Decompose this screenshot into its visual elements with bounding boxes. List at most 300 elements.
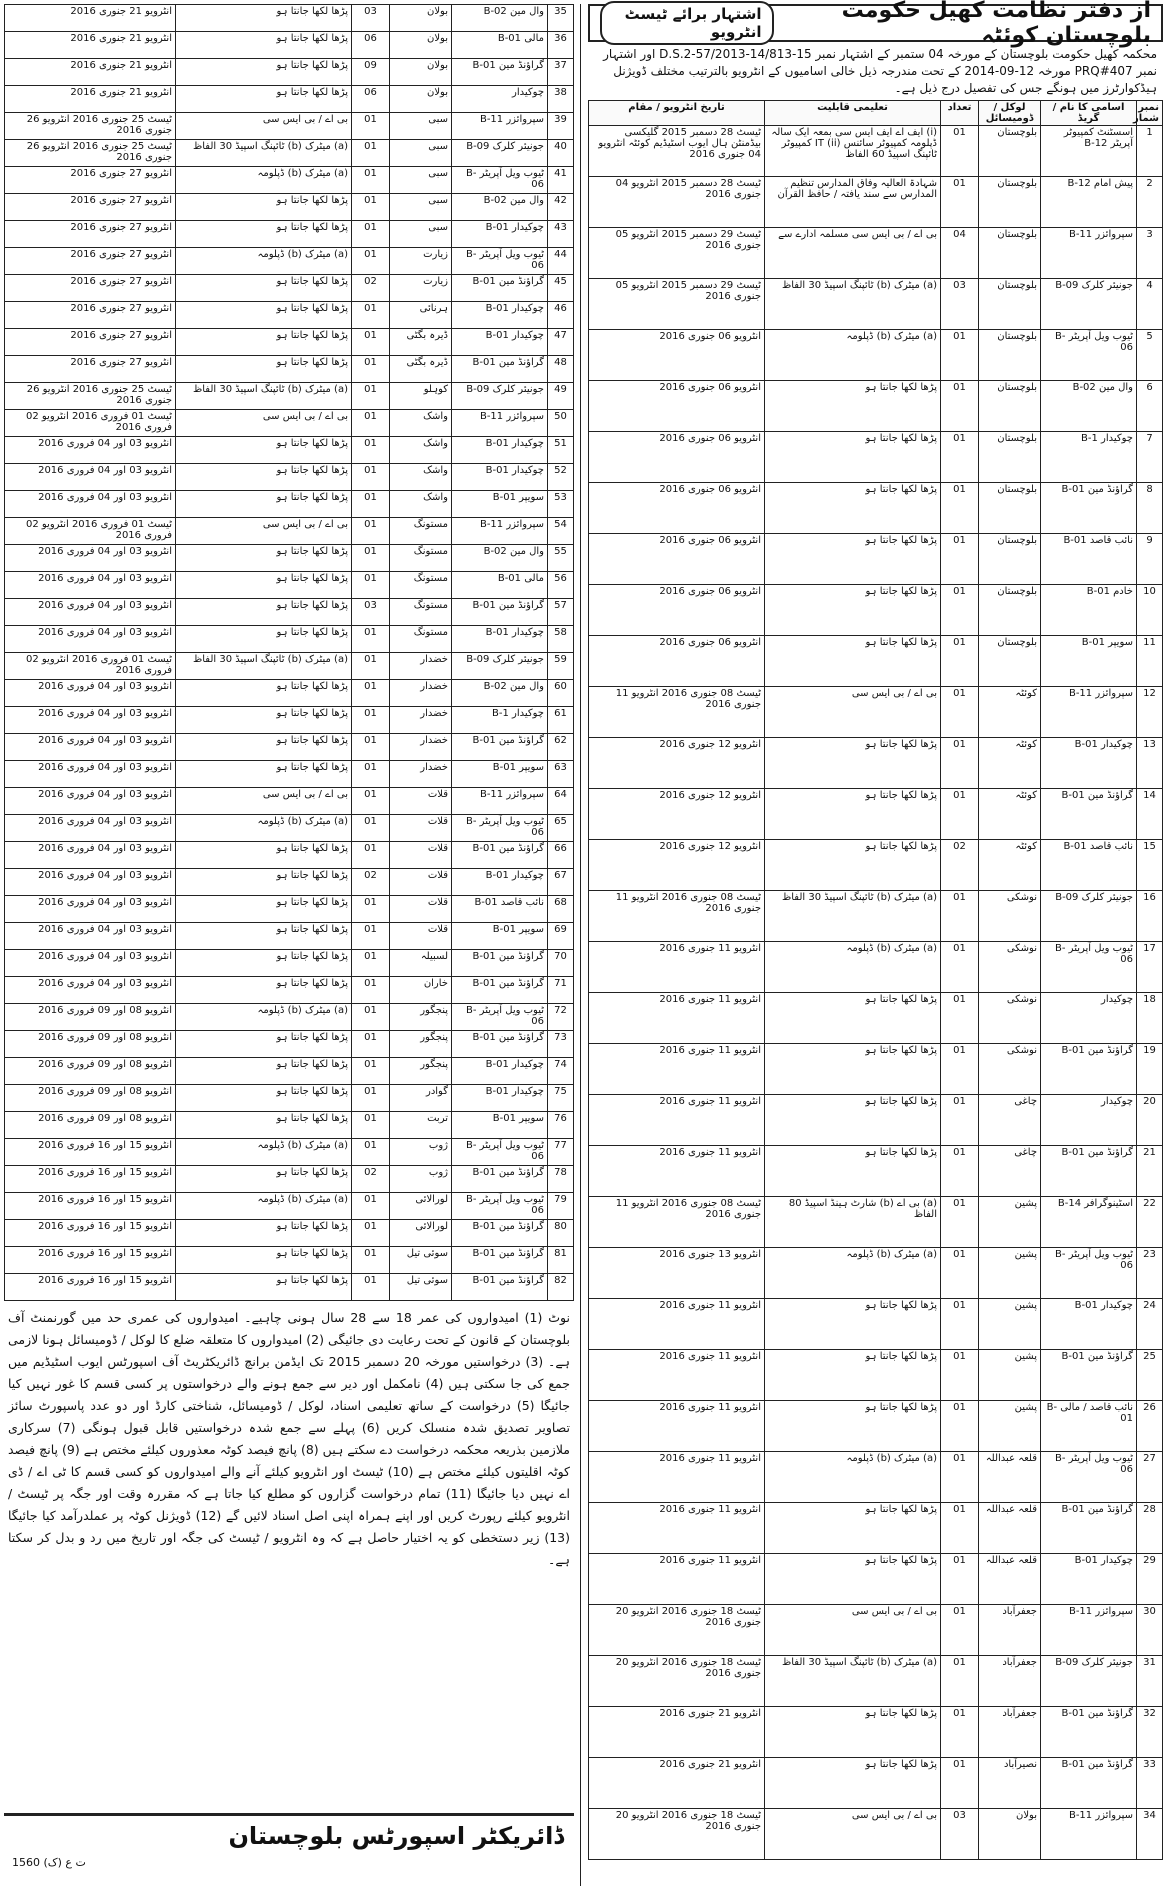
district-cell: بلوچستان xyxy=(979,330,1041,381)
date-venue-cell: ٹیسٹ 25 جنوری 2016 انٹرویو 26 جنوری 2016 xyxy=(5,113,176,140)
serial-cell: 14 xyxy=(1137,789,1163,840)
serial-cell: 69 xyxy=(548,923,574,950)
date-venue-cell: انٹرویو 06 جنوری 2016 xyxy=(589,381,765,432)
qty-cell: 01 xyxy=(352,734,390,761)
post-cell: سپروائزر B-11 xyxy=(452,113,548,140)
qty-cell: 01 xyxy=(352,302,390,329)
post-cell: سویپر B-01 xyxy=(452,761,548,788)
district-cell: پشین xyxy=(979,1350,1041,1401)
qty-cell: 01 xyxy=(941,687,979,738)
qualification-cell: (a) میٹرک (b) ڈپلومہ xyxy=(176,167,352,194)
qty-cell: 01 xyxy=(352,707,390,734)
table-row xyxy=(589,1758,1163,1809)
district-cell: خضدار xyxy=(390,653,452,680)
serial-cell: 54 xyxy=(548,518,574,545)
qty-cell: 01 xyxy=(352,464,390,491)
qualification-cell: (a) میٹرک (b) ڈپلومہ xyxy=(176,1004,352,1031)
qty-cell: 01 xyxy=(941,483,979,534)
date-venue-cell: انٹرویو 11 جنوری 2016 xyxy=(589,1299,765,1350)
post-cell: جونیئر کلرک B-09 xyxy=(1041,891,1137,942)
qty-cell: 01 xyxy=(352,491,390,518)
district-cell: واشک xyxy=(390,464,452,491)
qty-cell: 01 xyxy=(941,330,979,381)
qualification-cell: پڑھا لکھا جانتا ہو xyxy=(176,32,352,59)
date-venue-cell: انٹرویو 03 اور 04 فروری 2016 xyxy=(5,626,176,653)
serial-cell: 80 xyxy=(548,1220,574,1247)
table-row xyxy=(5,113,574,140)
table-row xyxy=(5,221,574,248)
qty-cell: 01 xyxy=(352,545,390,572)
qualification-cell: (a) میٹرک (b) ڈپلومہ xyxy=(176,1193,352,1220)
post-cell: سپروائزر B-11 xyxy=(452,518,548,545)
district-cell: خاران xyxy=(390,977,452,1004)
serial-cell: 64 xyxy=(548,788,574,815)
date-venue-cell: انٹرویو 08 اور 09 فروری 2016 xyxy=(5,1058,176,1085)
serial-cell: 47 xyxy=(548,329,574,356)
table-row xyxy=(5,923,574,950)
post-cell: چوکیدار B-01 xyxy=(1041,1299,1137,1350)
serial-cell: 27 xyxy=(1137,1452,1163,1503)
post-cell: گراؤنڈ مین B-01 xyxy=(1041,1044,1137,1095)
qty-cell: 01 xyxy=(352,140,390,167)
qualification-cell: پڑھا لکھا جانتا ہو xyxy=(176,86,352,113)
qualification-cell: پڑھا لکھا جانتا ہو xyxy=(765,1503,941,1554)
header-serial: نمبر شمار xyxy=(1137,101,1163,126)
table-row xyxy=(5,1166,574,1193)
table-row xyxy=(5,761,574,788)
table-row xyxy=(589,1197,1163,1248)
date-venue-cell: انٹرویو 06 جنوری 2016 xyxy=(589,483,765,534)
serial-cell: 40 xyxy=(548,140,574,167)
post-cell: گراؤنڈ مین B-01 xyxy=(452,599,548,626)
qty-cell: 01 xyxy=(352,329,390,356)
qualification-cell: پڑھا لکھا جانتا ہو xyxy=(176,977,352,1004)
post-cell: گراؤنڈ مین B-01 xyxy=(452,59,548,86)
serial-cell: 56 xyxy=(548,572,574,599)
intro-text: محکمہ کھیل حکومت بلوچستان کے مورخہ 04 ستمبر کے اشتہار نمبر D.S.2-57/2013-14/813-15 اور اشتہار نمبر PRQ#407 مورخہ 12-09-2014 کے تحت مندرجہ ذیل خالی اسامیوں کے انٹرویو بالترتیب مختلف ڈویژنل ہیڈکوارٹرز میں ہونگے جس کی تفصیل درج ذیل ہے۔ xyxy=(603,47,1157,95)
qualification-cell: پڑھا لکھا جانتا ہو xyxy=(765,738,941,789)
district-cell: کوئٹہ xyxy=(979,840,1041,891)
post-cell: ٹیوب ویل آپریٹر B-06 xyxy=(452,1193,548,1220)
qty-cell: 06 xyxy=(352,32,390,59)
serial-cell: 44 xyxy=(548,248,574,275)
table-row xyxy=(589,279,1163,330)
serial-cell: 10 xyxy=(1137,585,1163,636)
date-venue-cell: انٹرویو 06 جنوری 2016 xyxy=(589,534,765,585)
post-cell: مالی B-01 xyxy=(452,32,548,59)
district-cell: خضدار xyxy=(390,761,452,788)
date-venue-cell: انٹرویو 15 اور 16 فروری 2016 xyxy=(5,1166,176,1193)
serial-cell: 52 xyxy=(548,464,574,491)
table-row xyxy=(589,1809,1163,1860)
serial-cell: 11 xyxy=(1137,636,1163,687)
post-cell: سپروائزر B-11 xyxy=(1041,228,1137,279)
serial-cell: 53 xyxy=(548,491,574,518)
table-row xyxy=(589,789,1163,840)
table-row xyxy=(5,248,574,275)
qty-cell: 02 xyxy=(941,840,979,891)
date-venue-cell: انٹرویو 12 جنوری 2016 xyxy=(589,840,765,891)
table-row xyxy=(5,707,574,734)
serial-cell: 81 xyxy=(548,1247,574,1274)
serial-cell: 33 xyxy=(1137,1758,1163,1809)
district-cell: پنجگور xyxy=(390,1058,452,1085)
district-cell: سبی xyxy=(390,221,452,248)
table-row xyxy=(5,329,574,356)
qualification-cell: بی اے / بی ایس سی xyxy=(176,788,352,815)
qualification-cell: پڑھا لکھا جانتا ہو xyxy=(176,869,352,896)
district-cell: کوہلو xyxy=(390,383,452,410)
date-venue-cell: انٹرویو 27 جنوری 2016 xyxy=(5,302,176,329)
qty-cell: 01 xyxy=(352,383,390,410)
table-row xyxy=(589,942,1163,993)
district-cell: پنجگور xyxy=(390,1004,452,1031)
district-cell: بلوچستان xyxy=(979,177,1041,228)
qualification-cell: پڑھا لکھا جانتا ہو xyxy=(176,923,352,950)
jobs-table-body xyxy=(5,5,574,1301)
qty-cell: 01 xyxy=(941,993,979,1044)
serial-cell: 59 xyxy=(548,653,574,680)
serial-cell: 28 xyxy=(1137,1503,1163,1554)
date-venue-cell: انٹرویو 27 جنوری 2016 xyxy=(5,329,176,356)
district-cell: بلوچستان xyxy=(979,126,1041,177)
qty-cell: 01 xyxy=(941,585,979,636)
qualification-cell: پڑھا لکھا جانتا ہو xyxy=(765,1758,941,1809)
qty-cell: 06 xyxy=(352,86,390,113)
post-cell: چوکیدار B-01 xyxy=(452,1085,548,1112)
table-row xyxy=(5,410,574,437)
qualification-cell: پڑھا لکھا جانتا ہو xyxy=(765,993,941,1044)
serial-cell: 21 xyxy=(1137,1146,1163,1197)
qualification-cell: (a) بی اے (b) شارٹ ہینڈ اسپیڈ 80 الفاظ xyxy=(765,1197,941,1248)
post-cell: اسسٹنٹ کمپیوٹر آپریٹر B-12 xyxy=(1041,126,1137,177)
ad-subtitle: اشتہار برائے ٹیسٹ انٹرویو xyxy=(600,1,774,45)
date-venue-cell: انٹرویو 11 جنوری 2016 xyxy=(589,1401,765,1452)
qualification-cell: بی اے / بی ایس سی xyxy=(176,518,352,545)
qty-cell: 01 xyxy=(941,738,979,789)
qty-cell: 01 xyxy=(352,518,390,545)
qty-cell: 01 xyxy=(941,1605,979,1656)
post-cell: چوکیدار B-1 xyxy=(452,707,548,734)
table-row xyxy=(5,869,574,896)
district-cell: جعفرآباد xyxy=(979,1605,1041,1656)
serial-cell: 35 xyxy=(548,5,574,32)
qty-cell: 01 xyxy=(941,1656,979,1707)
district-cell: بولان xyxy=(390,86,452,113)
serial-cell: 77 xyxy=(548,1139,574,1166)
qty-cell: 01 xyxy=(352,167,390,194)
qty-cell: 01 xyxy=(352,572,390,599)
serial-cell: 15 xyxy=(1137,840,1163,891)
district-cell: جعفرآباد xyxy=(979,1656,1041,1707)
qualification-cell: پڑھا لکھا جانتا ہو xyxy=(765,1299,941,1350)
qty-cell: 01 xyxy=(352,761,390,788)
district-cell: قلعہ عبداللہ xyxy=(979,1554,1041,1605)
district-cell: خضدار xyxy=(390,734,452,761)
post-cell: گراؤنڈ مین B-01 xyxy=(452,356,548,383)
table-row xyxy=(5,518,574,545)
qty-cell: 01 xyxy=(941,1197,979,1248)
post-cell: گراؤنڈ مین B-01 xyxy=(452,1166,548,1193)
district-cell: سبی xyxy=(390,140,452,167)
table-row xyxy=(5,1031,574,1058)
post-cell: چوکیدار B-01 xyxy=(452,302,548,329)
date-venue-cell: انٹرویو 03 اور 04 فروری 2016 xyxy=(5,788,176,815)
post-cell: جونیئر کلرک B-09 xyxy=(452,383,548,410)
post-cell: جونیئر کلرک B-09 xyxy=(452,140,548,167)
qualification-cell: پڑھا لکھا جانتا ہو xyxy=(176,1274,352,1301)
post-cell: چوکیدار B-1 xyxy=(1041,432,1137,483)
post-cell: گراؤنڈ مین B-01 xyxy=(452,1247,548,1274)
district-cell: پنجگور xyxy=(390,1031,452,1058)
date-venue-cell: ٹیسٹ 01 فروری 2016 انٹرویو 02 فروری 2016 xyxy=(5,518,176,545)
table-row xyxy=(589,738,1163,789)
table-row xyxy=(5,680,574,707)
district-cell: تربت xyxy=(390,1112,452,1139)
table-row xyxy=(5,32,574,59)
table-row xyxy=(5,5,574,32)
post-cell: وال مین B-02 xyxy=(452,680,548,707)
qty-cell: 01 xyxy=(352,1085,390,1112)
serial-cell: 20 xyxy=(1137,1095,1163,1146)
qualification-cell: (a) میٹرک (b) ٹائپنگ اسپیڈ 30 الفاظ xyxy=(765,1656,941,1707)
table-row xyxy=(589,1656,1163,1707)
table-row xyxy=(5,1004,574,1031)
table-row xyxy=(5,626,574,653)
qualification-cell: (a) میٹرک (b) ٹائپنگ اسپیڈ 30 الفاظ xyxy=(765,279,941,330)
post-cell: جونیئر کلرک B-09 xyxy=(452,653,548,680)
serial-cell: 6 xyxy=(1137,381,1163,432)
qty-cell: 01 xyxy=(941,1146,979,1197)
table-row xyxy=(5,1085,574,1112)
qty-cell: 01 xyxy=(352,1220,390,1247)
date-venue-cell: انٹرویو 08 اور 09 فروری 2016 xyxy=(5,1112,176,1139)
serial-cell: 29 xyxy=(1137,1554,1163,1605)
district-cell: کوئٹہ xyxy=(979,687,1041,738)
qty-cell: 03 xyxy=(941,279,979,330)
qty-cell: 01 xyxy=(352,1004,390,1031)
qualification-cell: (a) میٹرک (b) ڈپلومہ xyxy=(765,1248,941,1299)
table-row xyxy=(5,950,574,977)
district-cell: لورالائی xyxy=(390,1220,452,1247)
qualification-cell: بی اے / بی ایس سی xyxy=(176,113,352,140)
table-row xyxy=(589,432,1163,483)
serial-cell: 49 xyxy=(548,383,574,410)
signature-title: ڈائریکٹر اسپورٹس بلوچستان xyxy=(228,1822,564,1850)
district-cell: سبی xyxy=(390,113,452,140)
table-row xyxy=(5,1112,574,1139)
district-cell: کوئٹہ xyxy=(979,789,1041,840)
post-cell: چوکیدار xyxy=(1041,1095,1137,1146)
qualification-cell: پڑھا لکھا جانتا ہو xyxy=(176,950,352,977)
serial-cell: 12 xyxy=(1137,687,1163,738)
date-venue-cell: ٹیسٹ 01 فروری 2016 انٹرویو 02 فروری 2016 xyxy=(5,410,176,437)
qty-cell: 01 xyxy=(352,1058,390,1085)
qualification-cell: (a) میٹرک (b) ڈپلومہ xyxy=(765,330,941,381)
district-cell: زیارت xyxy=(390,275,452,302)
district-cell: بلوچستان xyxy=(979,228,1041,279)
serial-cell: 38 xyxy=(548,86,574,113)
serial-cell: 34 xyxy=(1137,1809,1163,1860)
serial-cell: 50 xyxy=(548,410,574,437)
district-cell: قلات xyxy=(390,869,452,896)
qualification-cell: پڑھا لکھا جانتا ہو xyxy=(176,1031,352,1058)
date-venue-cell: انٹرویو 11 جنوری 2016 xyxy=(589,1146,765,1197)
date-venue-cell: انٹرویو 03 اور 04 فروری 2016 xyxy=(5,950,176,977)
serial-cell: 17 xyxy=(1137,942,1163,993)
table-row xyxy=(589,1248,1163,1299)
signature-block xyxy=(4,1813,574,1886)
serial-cell: 79 xyxy=(548,1193,574,1220)
serial-cell: 3 xyxy=(1137,228,1163,279)
date-venue-cell: انٹرویو 27 جنوری 2016 xyxy=(5,221,176,248)
serial-cell: 4 xyxy=(1137,279,1163,330)
district-cell: بولان xyxy=(979,1809,1041,1860)
qualification-cell: پڑھا لکھا جانتا ہو xyxy=(765,1095,941,1146)
qualification-cell: (a) میٹرک (b) ٹائپنگ اسپیڈ 30 الفاظ xyxy=(176,653,352,680)
table-row xyxy=(589,1299,1163,1350)
table-row xyxy=(5,896,574,923)
table-row xyxy=(5,1220,574,1247)
table-row xyxy=(5,140,574,167)
district-cell: نوشکی xyxy=(979,1044,1041,1095)
post-cell: چوکیدار B-01 xyxy=(1041,1554,1137,1605)
qty-cell: 01 xyxy=(941,789,979,840)
jobs-table-body xyxy=(589,126,1163,1860)
district-cell: زیارت xyxy=(390,248,452,275)
qualification-cell: (a) میٹرک (b) ٹائپنگ اسپیڈ 30 الفاظ xyxy=(176,383,352,410)
qualification-cell: بی اے / بی ایس سی xyxy=(765,687,941,738)
serial-cell: 62 xyxy=(548,734,574,761)
post-cell: نائب قاصد B-01 xyxy=(1041,840,1137,891)
table-row xyxy=(5,464,574,491)
district-cell: قلات xyxy=(390,788,452,815)
qualification-cell: پڑھا لکھا جانتا ہو xyxy=(765,585,941,636)
post-cell: گراؤنڈ مین B-01 xyxy=(452,1031,548,1058)
table-row xyxy=(5,1058,574,1085)
post-cell: سویپر B-01 xyxy=(452,1112,548,1139)
table-row xyxy=(589,330,1163,381)
district-cell: سبی xyxy=(390,167,452,194)
qty-cell: 01 xyxy=(352,113,390,140)
qualification-cell: پڑھا لکھا جانتا ہو xyxy=(176,464,352,491)
date-venue-cell: انٹرویو 27 جنوری 2016 xyxy=(5,275,176,302)
table-row xyxy=(589,891,1163,942)
qualification-cell: پڑھا لکھا جانتا ہو xyxy=(765,1044,941,1095)
date-venue-cell: انٹرویو 06 جنوری 2016 xyxy=(589,432,765,483)
post-cell: نائب قاصد B-01 xyxy=(1041,534,1137,585)
qualification-cell: پڑھا لکھا جانتا ہو xyxy=(765,1554,941,1605)
district-cell: بولان xyxy=(390,59,452,86)
post-cell: وال مین B-02 xyxy=(1041,381,1137,432)
post-cell: گراؤنڈ مین B-01 xyxy=(452,950,548,977)
qualification-cell: پڑھا لکھا جانتا ہو xyxy=(176,1112,352,1139)
qualification-cell: (a) میٹرک (b) ٹائپنگ اسپیڈ 30 الفاظ xyxy=(765,891,941,942)
qty-cell: 01 xyxy=(941,1044,979,1095)
district-cell: قلات xyxy=(390,896,452,923)
table-row xyxy=(589,840,1163,891)
district-cell: ہرنائی xyxy=(390,302,452,329)
serial-cell: 23 xyxy=(1137,1248,1163,1299)
qualification-cell: پڑھا لکھا جانتا ہو xyxy=(176,302,352,329)
qualification-cell: پڑھا لکھا جانتا ہو xyxy=(176,275,352,302)
post-cell: مالی B-01 xyxy=(452,572,548,599)
district-cell: نوشکی xyxy=(979,993,1041,1044)
post-cell: چوکیدار B-01 xyxy=(452,464,548,491)
qualification-cell: پڑھا لکھا جانتا ہو xyxy=(176,5,352,32)
serial-cell: 1 xyxy=(1137,126,1163,177)
qty-cell: 01 xyxy=(941,1554,979,1605)
qualification-cell: پڑھا لکھا جانتا ہو xyxy=(765,789,941,840)
table-row xyxy=(5,1193,574,1220)
table-row xyxy=(589,1452,1163,1503)
table-row xyxy=(589,1095,1163,1146)
serial-cell: 24 xyxy=(1137,1299,1163,1350)
qualification-cell: بی اے / بی ایس سی xyxy=(765,1809,941,1860)
district-cell: پشین xyxy=(979,1299,1041,1350)
serial-cell: 41 xyxy=(548,167,574,194)
post-cell: سپروائزر B-11 xyxy=(452,410,548,437)
qualification-cell: (a) میٹرک (b) ڈپلومہ xyxy=(176,248,352,275)
post-cell: گراؤنڈ مین B-01 xyxy=(1041,1350,1137,1401)
qty-cell: 01 xyxy=(352,950,390,977)
serial-cell: 55 xyxy=(548,545,574,572)
date-venue-cell: انٹرویو 15 اور 16 فروری 2016 xyxy=(5,1139,176,1166)
post-cell: چوکیدار B-01 xyxy=(452,221,548,248)
column-divider xyxy=(580,4,581,1886)
serial-cell: 19 xyxy=(1137,1044,1163,1095)
serial-cell: 42 xyxy=(548,194,574,221)
table-row xyxy=(5,275,574,302)
table-row xyxy=(5,356,574,383)
serial-cell: 46 xyxy=(548,302,574,329)
qty-cell: 01 xyxy=(352,1031,390,1058)
qualification-cell: پڑھا لکھا جانتا ہو xyxy=(176,1166,352,1193)
qualification-cell: پڑھا لکھا جانتا ہو xyxy=(176,707,352,734)
qualification-cell: (a) میٹرک (b) ڈپلومہ xyxy=(176,815,352,842)
district-cell: نوشکی xyxy=(979,942,1041,993)
serial-cell: 63 xyxy=(548,761,574,788)
post-cell: وال مین B-02 xyxy=(452,5,548,32)
post-cell: جونیئر کلرک B-09 xyxy=(1041,1656,1137,1707)
post-cell: گراؤنڈ مین B-01 xyxy=(1041,483,1137,534)
date-venue-cell: انٹرویو 08 اور 09 فروری 2016 xyxy=(5,1085,176,1112)
date-venue-cell: انٹرویو 03 اور 04 فروری 2016 xyxy=(5,977,176,1004)
date-venue-cell: انٹرویو 21 جنوری 2016 xyxy=(5,86,176,113)
serial-cell: 7 xyxy=(1137,432,1163,483)
qty-cell: 01 xyxy=(941,1350,979,1401)
qualification-cell: پڑھا لکھا جانتا ہو xyxy=(765,534,941,585)
table-row xyxy=(589,636,1163,687)
date-venue-cell: ٹیسٹ 08 جنوری 2016 انٹرویو 11 جنوری 2016 xyxy=(589,891,765,942)
qty-cell: 01 xyxy=(941,1401,979,1452)
district-cell: پشین xyxy=(979,1248,1041,1299)
post-cell: گراؤنڈ مین B-01 xyxy=(452,977,548,1004)
post-cell: خادم B-01 xyxy=(1041,585,1137,636)
post-cell: چوکیدار B-01 xyxy=(1041,738,1137,789)
post-cell: چوکیدار B-01 xyxy=(452,437,548,464)
serial-cell: 16 xyxy=(1137,891,1163,942)
qty-cell: 01 xyxy=(941,942,979,993)
serial-cell: 71 xyxy=(548,977,574,1004)
qty-cell: 01 xyxy=(352,680,390,707)
table-row xyxy=(5,1247,574,1274)
qualification-cell: پڑھا لکھا جانتا ہو xyxy=(176,842,352,869)
jobs-table-left xyxy=(4,4,574,1301)
qty-cell: 03 xyxy=(352,599,390,626)
qty-cell: 01 xyxy=(352,1274,390,1301)
qty-cell: 02 xyxy=(352,1166,390,1193)
